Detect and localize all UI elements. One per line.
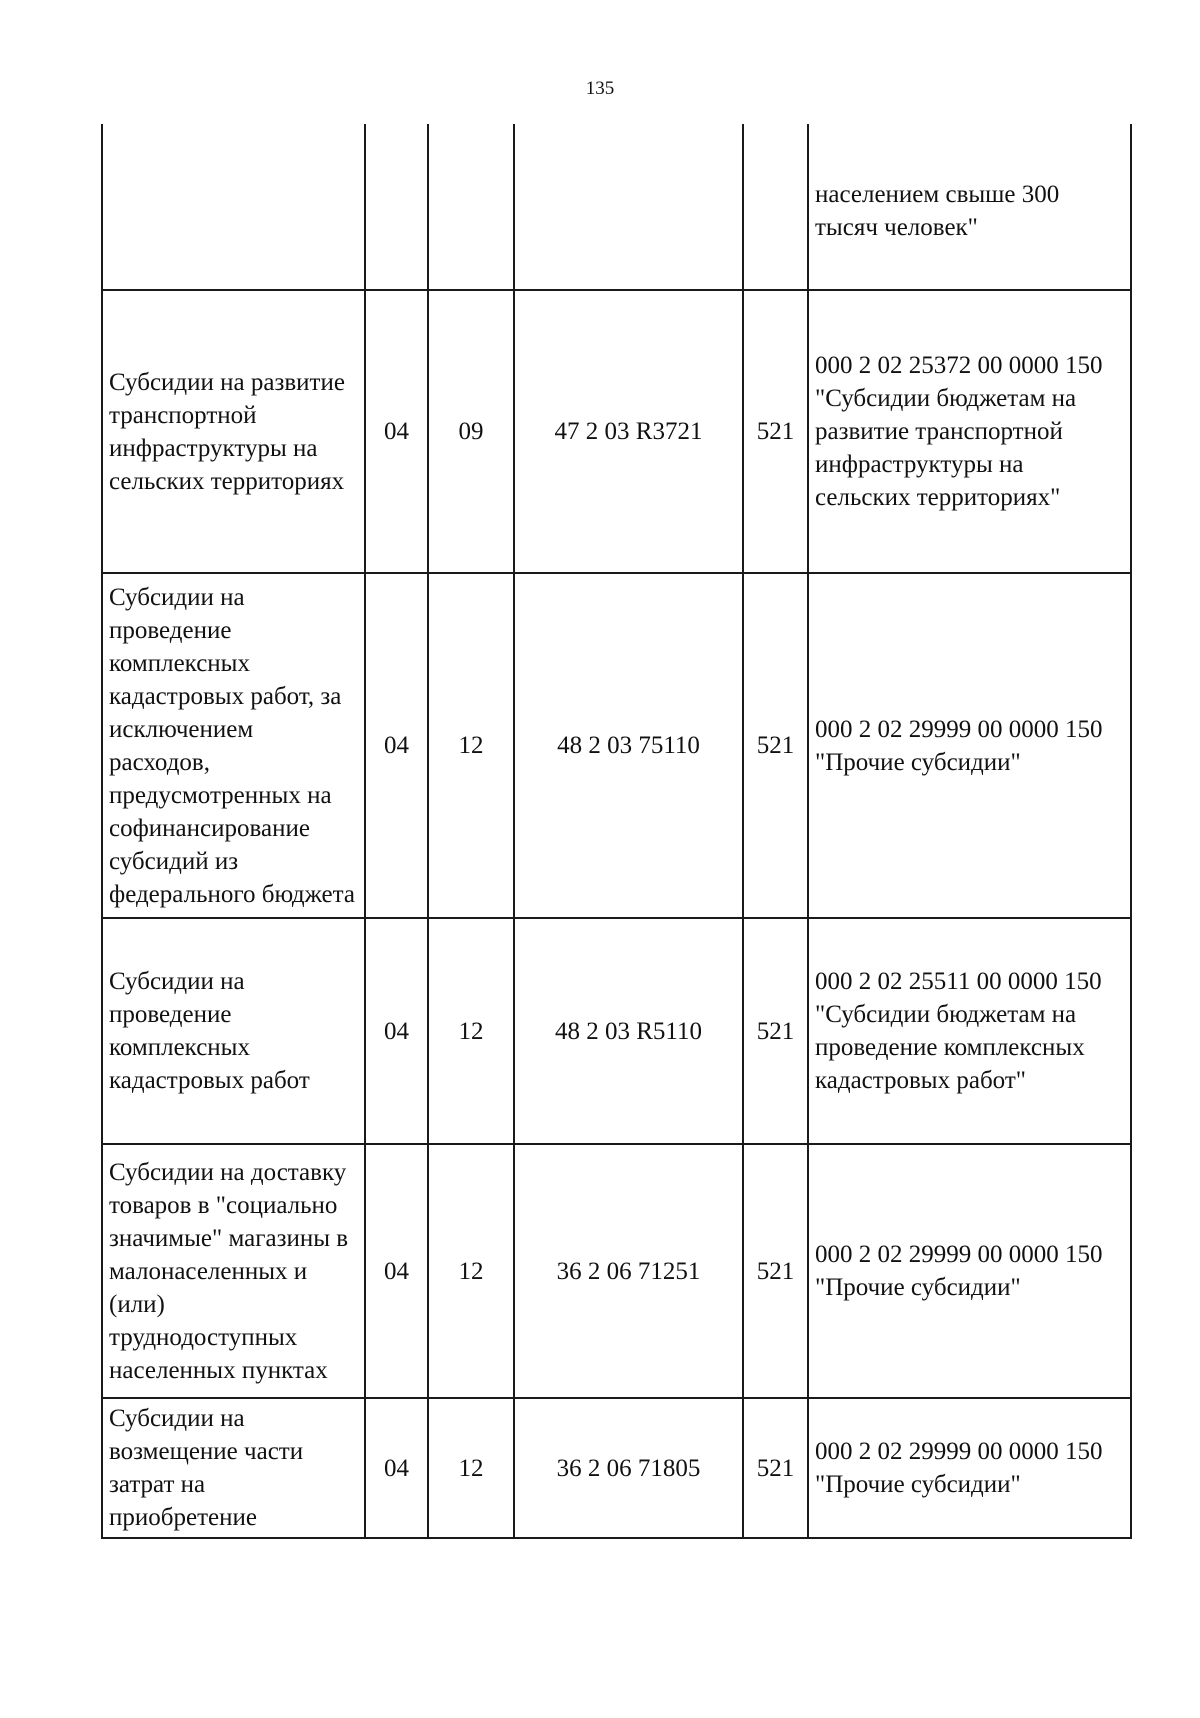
cell-section: 04 <box>365 573 428 918</box>
cell-target-article: 36 2 06 71251 <box>514 1144 743 1398</box>
cell-expense-type: 521 <box>743 290 808 573</box>
cell-section <box>365 124 428 290</box>
cell-expense-type: 521 <box>743 573 808 918</box>
table-row <box>102 573 1131 918</box>
cell-name: Субсидии на доставку товаров в "социально значимые" магазины в малонаселенных и (или) труднодоступных населенных пунктах <box>102 1144 365 1398</box>
cell-subsection: 09 <box>428 290 514 573</box>
cell-revenue-code: 000 2 02 25372 00 0000 150 "Субсидии бюджетам на развитие транспортной инфраструктуры на сельских территориях" <box>808 290 1131 573</box>
table-row <box>102 124 1131 290</box>
cell-section: 04 <box>365 918 428 1144</box>
table-row <box>102 1144 1131 1398</box>
cell-expense-type <box>743 124 808 290</box>
cell-expense-type: 521 <box>743 1398 808 1538</box>
page-number: 135 <box>585 78 615 99</box>
cell-revenue-code: 000 2 02 29999 00 0000 150 "Прочие субсидии" <box>808 1144 1131 1398</box>
cell-name <box>102 124 365 290</box>
cell-target-article: 47 2 03 R3721 <box>514 290 743 573</box>
cell-revenue-code: 000 2 02 25511 00 0000 150 "Субсидии бюджетам на проведение комплексных кадастровых работ" <box>808 918 1131 1144</box>
cell-name: Субсидии на проведение комплексных кадастровых работ, за исключением расходов, предусмотренных на софинансирование субсидий из федерального бюджета <box>102 573 365 918</box>
cell-subsection: 12 <box>428 918 514 1144</box>
cell-revenue-code: населением свыше 300 тысяч человек" <box>808 124 1131 290</box>
cell-name: Субсидии на развитие транспортной инфраструктуры на сельских территориях <box>102 290 365 573</box>
cell-section: 04 <box>365 1398 428 1538</box>
cell-name: Субсидии на проведение комплексных кадастровых работ <box>102 918 365 1144</box>
cell-subsection <box>428 124 514 290</box>
table-row <box>102 918 1131 1144</box>
cell-subsection: 12 <box>428 1144 514 1398</box>
cell-expense-type: 521 <box>743 918 808 1144</box>
cell-target-article: 48 2 03 R5110 <box>514 918 743 1144</box>
cell-revenue-code: 000 2 02 29999 00 0000 150 "Прочие субсидии" <box>808 573 1131 918</box>
cell-target-article <box>514 124 743 290</box>
table-row <box>102 290 1131 573</box>
cell-revenue-code: 000 2 02 29999 00 0000 150 "Прочие субсидии" <box>808 1398 1131 1538</box>
budget-table <box>101 124 1132 1539</box>
cell-target-article: 48 2 03 75110 <box>514 573 743 918</box>
cell-target-article: 36 2 06 71805 <box>514 1398 743 1538</box>
cell-section: 04 <box>365 290 428 573</box>
cell-subsection: 12 <box>428 573 514 918</box>
cell-name: Субсидии на возмещение части затрат на приобретение <box>102 1398 365 1538</box>
cell-section: 04 <box>365 1144 428 1398</box>
cell-subsection: 12 <box>428 1398 514 1538</box>
table-row <box>102 1398 1131 1538</box>
cell-expense-type: 521 <box>743 1144 808 1398</box>
